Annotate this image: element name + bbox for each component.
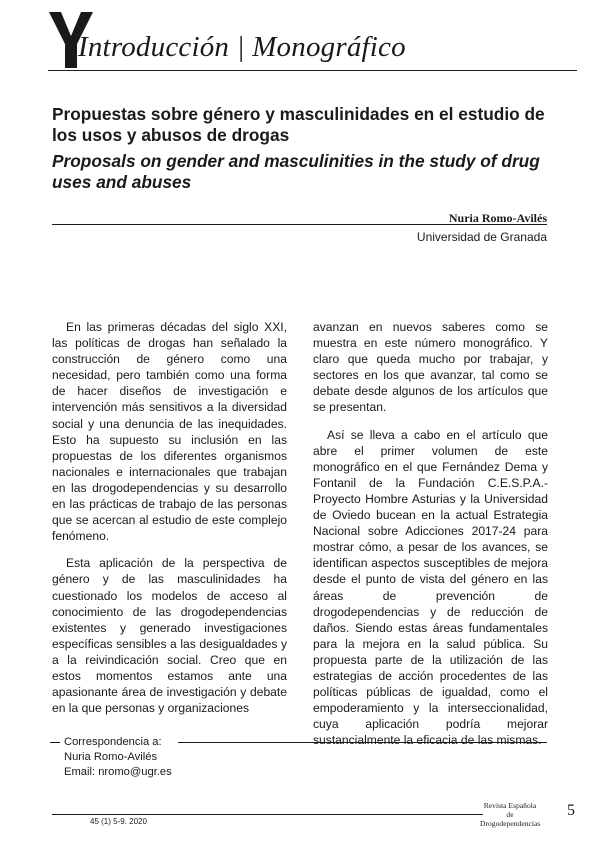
paragraph: En las primeras décadas del siglo XXI, las políticas de drogas han señalado la construcción de género como una necesidad, pero también como una forma de hacer diseños de investigación e intervención más sensitivos a la diversidad social y una denuncia de las inequidades. Esto ha supuesto su inclusión en las propuestas de los diferentes organismos nacionales e internacionales que trabajan en las drogodependencias y su desarrollo en las prácticas de trabajo de las personas que se acercan al estudio de este complejo fenómeno. (52, 320, 287, 544)
correspondence-rule (178, 742, 547, 743)
correspondence-rule (50, 742, 60, 743)
author-rule (52, 224, 547, 225)
author-affiliation: Universidad de Granada (416, 230, 547, 244)
correspondence-name: Nuria Romo-Avilés (64, 751, 158, 763)
paragraph: Así se lleva a cabo en el artículo que abre el primer volumen de este monográfico en el que Fernández Dema y Fontanil de la Fundación C.E.S.P.A.-Proyecto Hombre Asturias y la Universidad de Oviedo bucean en la actual Estrategia Nacional sobre Adicciones 2017-24 para mostrar cómo, a pesar de los avances, se identifican aspectos susceptibles de mejora desde el punto de vista del género en las áreas de prevención de drogodependencias y de reducción de daños. Siendo estas áreas fundamentales para la mejora en la salud pública. Su propuesta parte de la utilización de las estrategias de acción procedentes de las políticas públicas de igualdad, como el empoderamiento y la interseccionalidad, cuya aplicación podría mejorar sustancialmente la eficacia de las mismas. (313, 427, 548, 748)
article-title-spanish: Propuestas sobre género y masculinidades en el estudio de los usos y abusos de drogas (52, 104, 545, 145)
page-number: 5 (567, 802, 575, 819)
paragraph: Esta aplicación de la perspectiva de género y de las masculinidades ha cuestionado los modelos de acceso al conocimiento de las drogodependencias existentes y generado investigaciones específicas sensibles a las desigualdades y a la reivindicación social. Creo que en estos momentos estamos ante una apasionante área de investigación y debate en la que personas y organizaciones (52, 556, 287, 716)
section-header-title: Introducción | Monográfico (78, 31, 406, 63)
journal-name: Revista Española de Drogodependencias (480, 801, 541, 828)
correspondence-label: Correspondencia a: (64, 736, 162, 748)
header-rule (48, 70, 577, 71)
body-column-right (313, 319, 548, 759)
correspondence-block (64, 735, 172, 780)
paragraph: avanzan en nuevos saberes como se muestra en este número monográfico. Y claro que queda mucho por trabajar, y sectores en los que avanzar, tal como se debate desde algunos de los artículos que se presentan. (313, 320, 548, 415)
article-title-english: Proposals on gender and masculinities in the study of drug uses and abuses (52, 151, 540, 192)
issue-citation: 45 (1) 5-9. 2020 (90, 817, 147, 826)
body-column-left (52, 319, 287, 727)
correspondence-email: Email: nromo@ugr.es (64, 766, 172, 778)
footer-rule (52, 814, 483, 815)
author-name: Nuria Romo-Avilés (448, 211, 547, 225)
